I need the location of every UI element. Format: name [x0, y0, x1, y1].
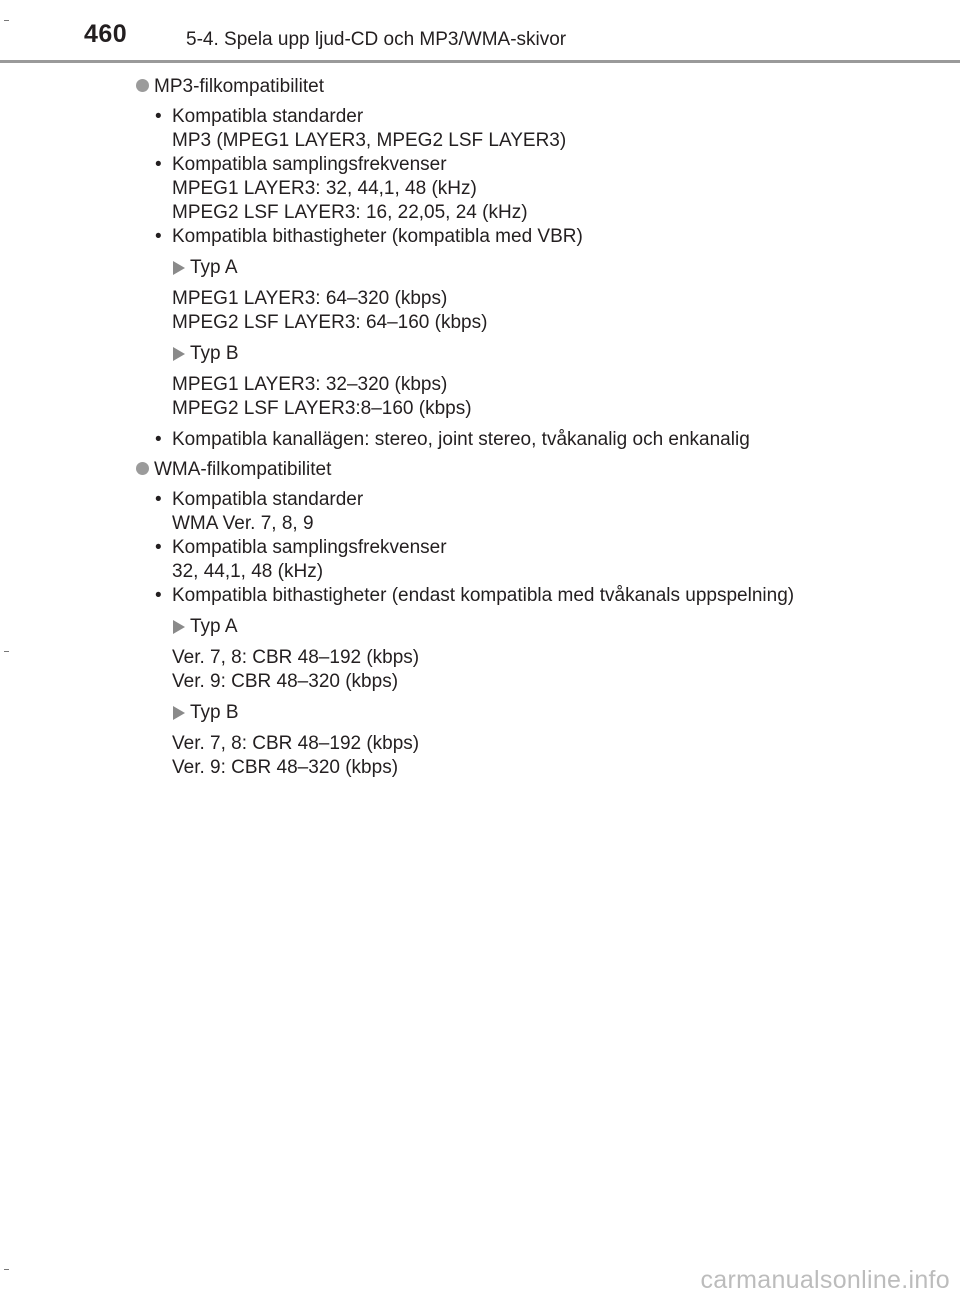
mp3-type-a	[136, 256, 856, 280]
document-body	[136, 75, 856, 780]
list-item	[136, 584, 856, 608]
mp3-bitrates-label: Kompatibla bithastigheter (kompatibla med VBR)	[172, 226, 583, 247]
section-title: 5-4. Spela upp ljud-CD och MP3/WMA-skivor	[186, 29, 567, 50]
wma-type-a-label: Typ A	[190, 616, 238, 637]
list-item	[136, 488, 856, 512]
wma-type-b-value: Ver. 9: CBR 48–320 (kbps)	[172, 757, 399, 778]
triangle-right-icon	[173, 706, 185, 720]
mp3-heading-text: MP3-filkompatibilitet	[154, 76, 324, 97]
wma-bitrates-label: Kompatibla bithastigheter (endast kompatibla med tvåkanals uppspelning)	[172, 585, 795, 606]
wma-heading-text: WMA-filkompatibilitet	[154, 459, 332, 480]
wma-type-a-value: Ver. 7, 8: CBR 48–192 (kbps)	[172, 647, 420, 668]
mp3-type-a-value: MPEG1 LAYER3: 64–320 (kbps)	[172, 288, 448, 309]
mp3-type-b-value: MPEG1 LAYER3: 32–320 (kbps)	[172, 374, 448, 395]
wma-standards-value: WMA Ver. 7, 8, 9	[172, 513, 314, 534]
page-number: 460	[84, 20, 128, 48]
wma-type-b	[136, 701, 856, 725]
mp3-sampling-value: MPEG1 LAYER3: 32, 44,1, 48 (kHz)	[172, 178, 477, 199]
filled-circle-icon	[136, 462, 149, 475]
mp3-type-b-label: Typ B	[190, 343, 239, 364]
crop-mark	[4, 20, 9, 21]
bullet-icon: •	[155, 489, 162, 510]
crop-mark	[4, 1269, 9, 1270]
list-item	[136, 428, 856, 452]
bullet-icon: •	[155, 585, 162, 606]
wma-standards-label: Kompatibla standarder	[172, 489, 364, 510]
mp3-type-b-value: MPEG2 LSF LAYER3:8–160 (kbps)	[172, 398, 472, 419]
triangle-right-icon	[173, 620, 185, 634]
mp3-sampling-value: MPEG2 LSF LAYER3: 16, 22,05, 24 (kHz)	[172, 202, 528, 223]
bullet-icon: •	[155, 154, 162, 175]
mp3-type-a-label: Typ A	[190, 257, 238, 278]
bullet-icon: •	[155, 226, 162, 247]
list-item	[136, 225, 856, 249]
wma-type-a-value: Ver. 9: CBR 48–320 (kbps)	[172, 671, 399, 692]
filled-circle-icon	[136, 79, 149, 92]
page-header	[0, 0, 960, 62]
wma-sampling-label: Kompatibla samplingsfrekvenser	[172, 537, 447, 558]
watermark-link[interactable]: carmanualsonline.info	[700, 1266, 950, 1294]
wma-type-b-label: Typ B	[190, 702, 239, 723]
wma-type-a	[136, 615, 856, 639]
crop-mark	[4, 651, 9, 652]
triangle-right-icon	[173, 261, 185, 275]
mp3-standards-value: MP3 (MPEG1 LAYER3, MPEG2 LSF LAYER3)	[172, 130, 567, 151]
mp3-sampling-label: Kompatibla samplingsfrekvenser	[172, 154, 447, 175]
mp3-type-b	[136, 342, 856, 366]
bullet-icon: •	[155, 429, 162, 450]
header-rule	[0, 60, 960, 63]
bullet-icon: •	[155, 537, 162, 558]
mp3-channels: Kompatibla kanallägen: stereo, joint stereo, tvåkanalig och enkanalig	[172, 429, 750, 450]
mp3-type-a-value: MPEG2 LSF LAYER3: 64–160 (kbps)	[172, 312, 488, 333]
triangle-right-icon	[173, 347, 185, 361]
list-item	[136, 536, 856, 560]
wma-sampling-value: 32, 44,1, 48 (kHz)	[172, 561, 324, 582]
mp3-standards-label: Kompatibla standarder	[172, 106, 364, 127]
bullet-icon: •	[155, 106, 162, 127]
mp3-heading	[136, 75, 856, 99]
list-item	[136, 153, 856, 177]
wma-type-b-value: Ver. 7, 8: CBR 48–192 (kbps)	[172, 733, 420, 754]
wma-heading	[136, 458, 856, 482]
list-item	[136, 105, 856, 129]
